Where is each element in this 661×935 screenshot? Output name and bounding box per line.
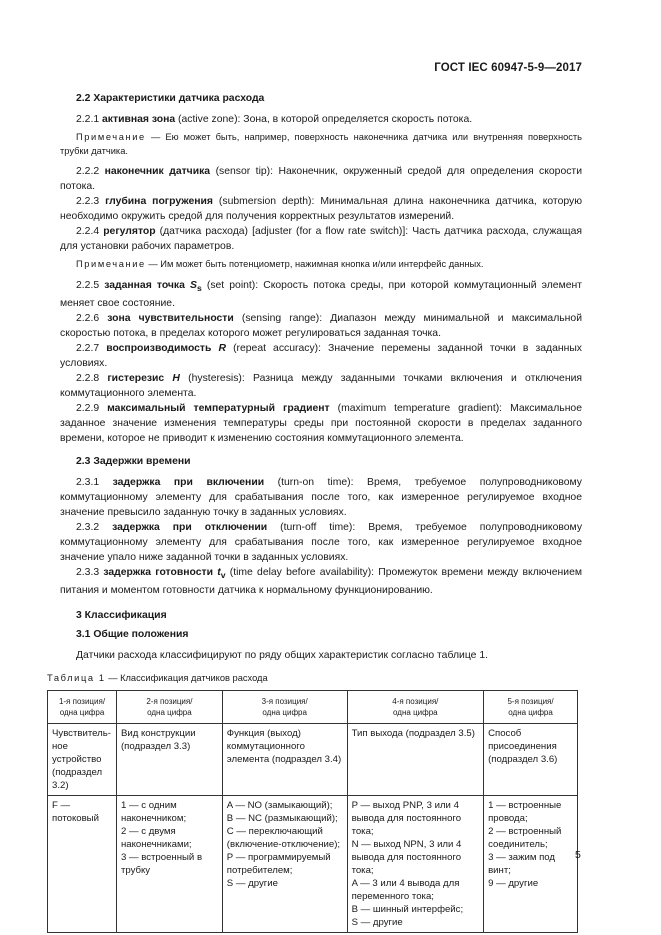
table-header-row <box>48 690 578 723</box>
table-cell: Тип выхода (подраздел 3.5) <box>347 723 484 795</box>
clause-2-2-1: 2.2.1 активная зона (active zone): Зона, в которой определяется скорость потока. <box>76 114 473 125</box>
document-body <box>47 91 583 933</box>
table-row <box>48 795 578 932</box>
table-cell: F — потоковый <box>48 795 117 932</box>
table-cell: 1 — с одним наконечником; 2 — с двумя наконечниками; 3 — встроенный в трубку <box>116 795 222 932</box>
section-2-3-heading: 2.3 Задержки времени <box>76 455 191 467</box>
note-2-2-1: Примечание — Ею может быть, например, поверхность наконечника датчика или внутренняя поверхность трубки датчика. <box>60 132 582 156</box>
table-cell: Чувствитель-ное устройство (подраздел 3.2) <box>48 723 117 795</box>
table-cell: P — выход PNP, 3 или 4 вывода для постоянного тока; N — выход NPN, 3 или 4 вывода для постоянного тока; A — 3 или 4 вывода для переменного тока; B — шинный интерфейс; S — другие <box>347 795 484 932</box>
clause-2-2-3: 2.2.3 глубина погружения (submersion depth): Минимальная длина наконечника датчика, которую необходимо окружить средой для получения корректных результатов измерений. <box>60 196 583 222</box>
table-cell: Вид конструкции (подраздел 3.3) <box>116 723 222 795</box>
column-header: 2-я позиция/ одна цифра <box>116 690 222 723</box>
page-number: 5 <box>575 849 581 861</box>
clause-2-3-2: 2.3.2 задержка при отключении (turn-off time): Время, требуемое полупроводниковому коммутационному элементу для срабатывания после того, как измеренное регулируемое входное значение упало ниже заданной точки в заданных условиях. <box>60 521 583 563</box>
table-cell: Функция (выход) коммутационного элемента (подраздел 3.4) <box>222 723 347 795</box>
section-3-heading: 3 Классификация <box>76 609 167 621</box>
table-cell: Способ присоединения (подраздел 3.6) <box>484 723 578 795</box>
clause-2-2-9: 2.2.9 максимальный температурный градиент (maximum temperature gradient): Максимальное заданное значение изменения температуры среды при постоянной скорости в пределах заданного времени, которое не приводит к изменению состояния коммутационного элемента. <box>60 402 582 444</box>
table-cell: 1 — встроенные провода; 2 — встроенный соединитель; 3 — зажим под винт; 9 — другие <box>484 795 578 932</box>
clause-2-2-6: 2.2.6 зона чувствительности (sensing range): Диапазон между минимальной и максимальной скоростью потока, в пределах которого может регулироваться заданная точка. <box>60 312 583 339</box>
table-cell: A — NO (замыкающий); B — NC (размыкающий); C — переключающий (включение-отключение); P — программируемый потребителем; S — другие <box>222 795 347 932</box>
column-header: 5-я позиция/ одна цифра <box>484 690 578 723</box>
column-header: 1-я позиция/ одна цифра <box>48 690 117 723</box>
clause-2-2-2: 2.2.2 наконечник датчика (sensor tip): Наконечник, окруженный средой для определения скорости потока. <box>60 166 582 192</box>
section-2-2-heading: 2.2 Характеристики датчика расхода <box>76 93 265 104</box>
column-header: 4-я позиция/ одна цифра <box>347 690 484 723</box>
table-caption: Таблица 1 — Классификация датчиков расхода <box>47 672 268 683</box>
clause-2-2-4: 2.2.4 регулятор (датчика расхода) [adjuster (for a flow rate switch)]: Часть датчика расхода, служащая для установки рабочих параметров. <box>60 226 582 252</box>
table-row <box>48 723 578 795</box>
section-3-1-text: Датчики расхода классифицируют по ряду общих характеристик согласно таблице 1. <box>76 649 488 661</box>
classification-table <box>47 690 578 933</box>
note-2-2-4: Примечание — Им может быть потенциометр, нажимная кнопка и/или интерфейс данных. <box>76 259 484 269</box>
clause-2-2-8: 2.2.8 гистерезис H (hysteresis): Разница между заданными точками включения и отключения коммутационного элемента. <box>60 372 583 399</box>
clause-2-3-1: 2.3.1 задержка при включении (turn-on time): Время, требуемое полупроводниковому коммутационному элементу для срабатывания после того, как измеренное регулируемое входное значение превысило заданную точку в заданных условиях. <box>60 476 582 518</box>
clause-2-3-3: 2.3.3 задержка готовности $t_v$ (time delay before availability): Промежуток времени между включением питания и моментом готовности датчика к нормальному функционированию. <box>60 566 583 596</box>
section-3-1-heading: 3.1 Общие положения <box>76 628 189 640</box>
standard-header: ГОСТ IEC 60947-5-9—2017 <box>434 62 582 74</box>
clause-2-2-5: 2.2.5 заданная точка $S_s$ (set point): Скорость потока среды, при которой коммутационный элемент меняет свое состояние. <box>60 279 583 309</box>
clause-2-2-7: 2.2.7 воспроизводимость R (repeat accuracy): Значение перемены заданной точки в заданных условиях. <box>60 342 583 369</box>
column-header: 3-я позиция/ одна цифра <box>222 690 347 723</box>
